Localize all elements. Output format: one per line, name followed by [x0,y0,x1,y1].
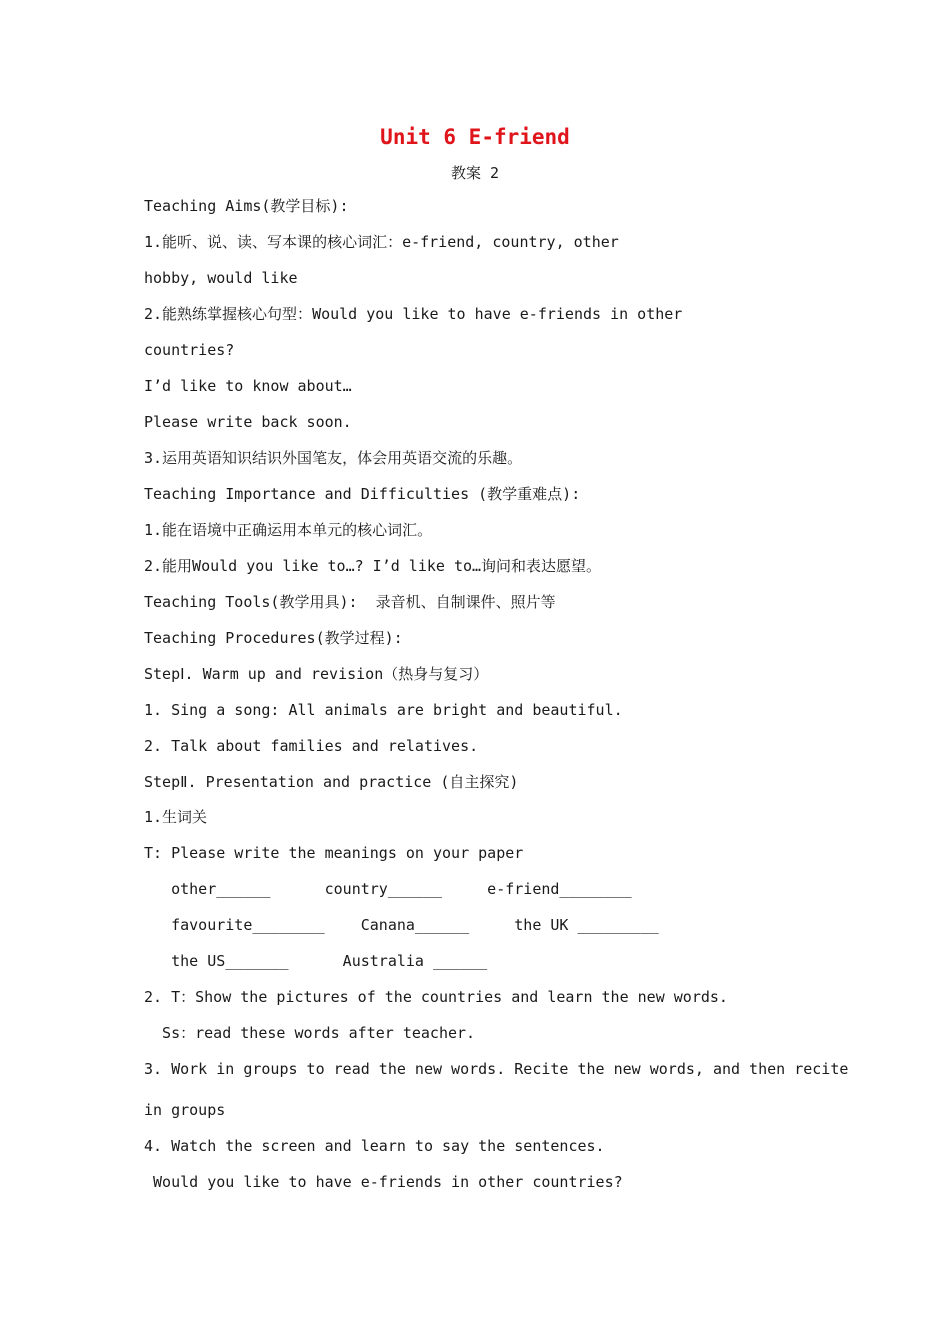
text-line: Would you like to have e-friends in other countries? [144,1173,623,1191]
text-line: 3.运用英语知识结识外国笔友，体会用英语交流的乐趣。 [144,449,523,467]
text-line: Teaching Procedures(教学过程): [144,629,403,647]
text-line: 3. Work in groups to read the new words. Recite the new words, and then recite [144,1060,849,1078]
text-line: T: Please write the meanings on your paper [144,844,524,862]
text-line: 4. Watch the screen and learn to say the sentences. [144,1137,605,1155]
text-line: Ss：read these words after teacher. [144,1024,476,1042]
text-line: countries? [144,341,235,359]
document-subtitle: 教案 2 [450,164,500,182]
text-line: 2. Talk about families and relatives. [144,737,479,755]
text-line: 2.能用Would you like to…? I’d like to…询问和表达愿望。 [144,557,602,575]
text-line: other______ country______ e-friend________ [144,880,632,898]
text-line: Please write back soon. [144,413,352,431]
text-line: 2.能熟练掌握核心句型：Would you like to have e-friends in other [144,305,683,323]
text-line: I’d like to know about… [144,377,352,395]
text-line: 1.能听、说、读、写本课的核心词汇：e-friend, country, other [144,233,619,251]
text-line: StepⅡ. Presentation and practice (自主探究) [144,773,519,791]
text-line: Teaching Tools(教学用具): 录音机、自制课件、照片等 [144,593,556,611]
text-line: favourite________ Canana______ the UK _________ [144,916,659,934]
text-line: in groups [144,1101,226,1119]
document-title: Unit 6 E-friend [380,125,570,149]
text-line: the US_______ Australia ______ [144,952,488,970]
text-line: 2. T：Show the pictures of the countries and learn the new words. [144,988,728,1006]
text-line: Teaching Importance and Difficulties (教学重难点): [144,485,581,503]
text-line: Teaching Aims(教学目标): [144,197,349,215]
text-line: 1. Sing a song: All animals are bright and beautiful. [144,701,623,719]
text-line: StepⅠ. Warm up and revision（热身与复习） [144,665,489,683]
text-line: 1.能在语境中正确运用本单元的核心词汇。 [144,521,433,539]
text-line: 1.生词关 [144,808,208,826]
text-line: hobby, would like [144,269,298,287]
